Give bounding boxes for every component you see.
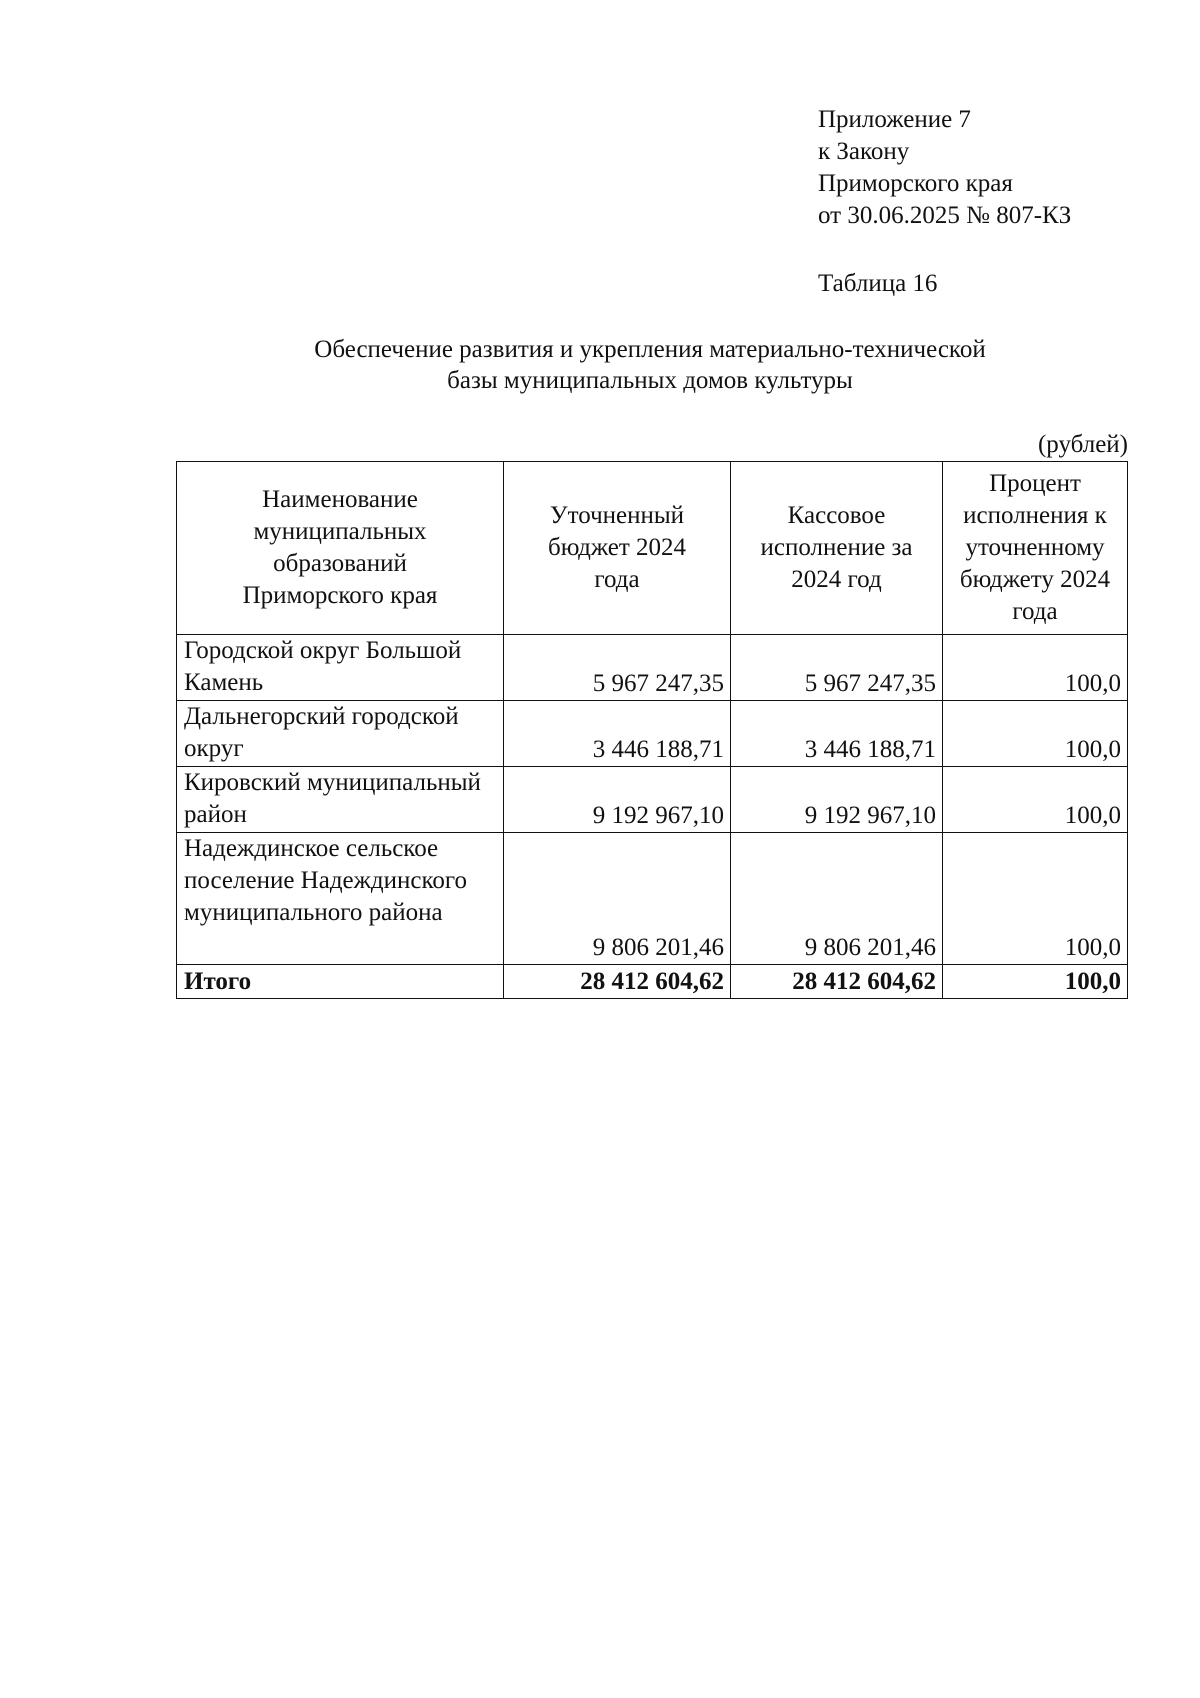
budget-table: [176, 461, 1128, 999]
row-percent: 100,0: [943, 701, 1128, 767]
row-budget: 5 967 247,35: [504, 635, 731, 701]
row-name: Надеждинское сельское поселение Надеждинского муниципального района: [177, 833, 504, 965]
row-percent: 100,0: [943, 635, 1128, 701]
table-row: [177, 701, 1128, 767]
units-label: (рублей): [1037, 431, 1128, 458]
row-name: Городской округ Большой Камень: [177, 635, 504, 701]
document-title: [200, 334, 1100, 396]
row-budget: 9 806 201,46: [504, 833, 731, 965]
column-header-executed: Кассовое исполнение за 2024 год: [731, 462, 943, 635]
row-executed: 3 446 188,71: [731, 701, 943, 767]
law-date-line: от 30.06.2025 № 807-КЗ: [818, 202, 1072, 229]
appendix-line: Приложение 7: [818, 106, 971, 133]
row-name: Дальнегорский городской округ: [177, 701, 504, 767]
column-header-name: Наименование муниципальных образований Приморского края: [177, 462, 504, 635]
region-line: Приморского края: [818, 170, 1013, 197]
column-header-percent: Процент исполнения к уточненному бюджету 2024 года: [943, 462, 1128, 635]
total-name: Итого: [177, 965, 504, 999]
row-percent: 100,0: [943, 833, 1128, 965]
row-budget: 3 446 188,71: [504, 701, 731, 767]
table-row: [177, 635, 1128, 701]
total-row: [177, 965, 1128, 999]
total-budget: 28 412 604,62: [504, 965, 731, 999]
appendix-header: [818, 104, 1071, 232]
table-row: [177, 833, 1128, 965]
row-executed: 9 806 201,46: [731, 833, 943, 965]
row-name: Кировский муниципальный район: [177, 767, 504, 833]
table-row: [177, 767, 1128, 833]
title-line-1: Обеспечение развития и укрепления материально-технической: [314, 336, 986, 363]
table-number: Таблица 16: [818, 270, 938, 297]
law-line: к Закону: [818, 138, 910, 165]
total-executed: 28 412 604,62: [731, 965, 943, 999]
row-executed: 5 967 247,35: [731, 635, 943, 701]
column-header-budget: Уточненный бюджет 2024 года: [504, 462, 731, 635]
row-percent: 100,0: [943, 767, 1128, 833]
table-header-row: [177, 462, 1128, 635]
row-executed: 9 192 967,10: [731, 767, 943, 833]
row-budget: 9 192 967,10: [504, 767, 731, 833]
total-percent: 100,0: [943, 965, 1128, 999]
title-line-2: базы муниципальных домов культуры: [447, 367, 853, 394]
